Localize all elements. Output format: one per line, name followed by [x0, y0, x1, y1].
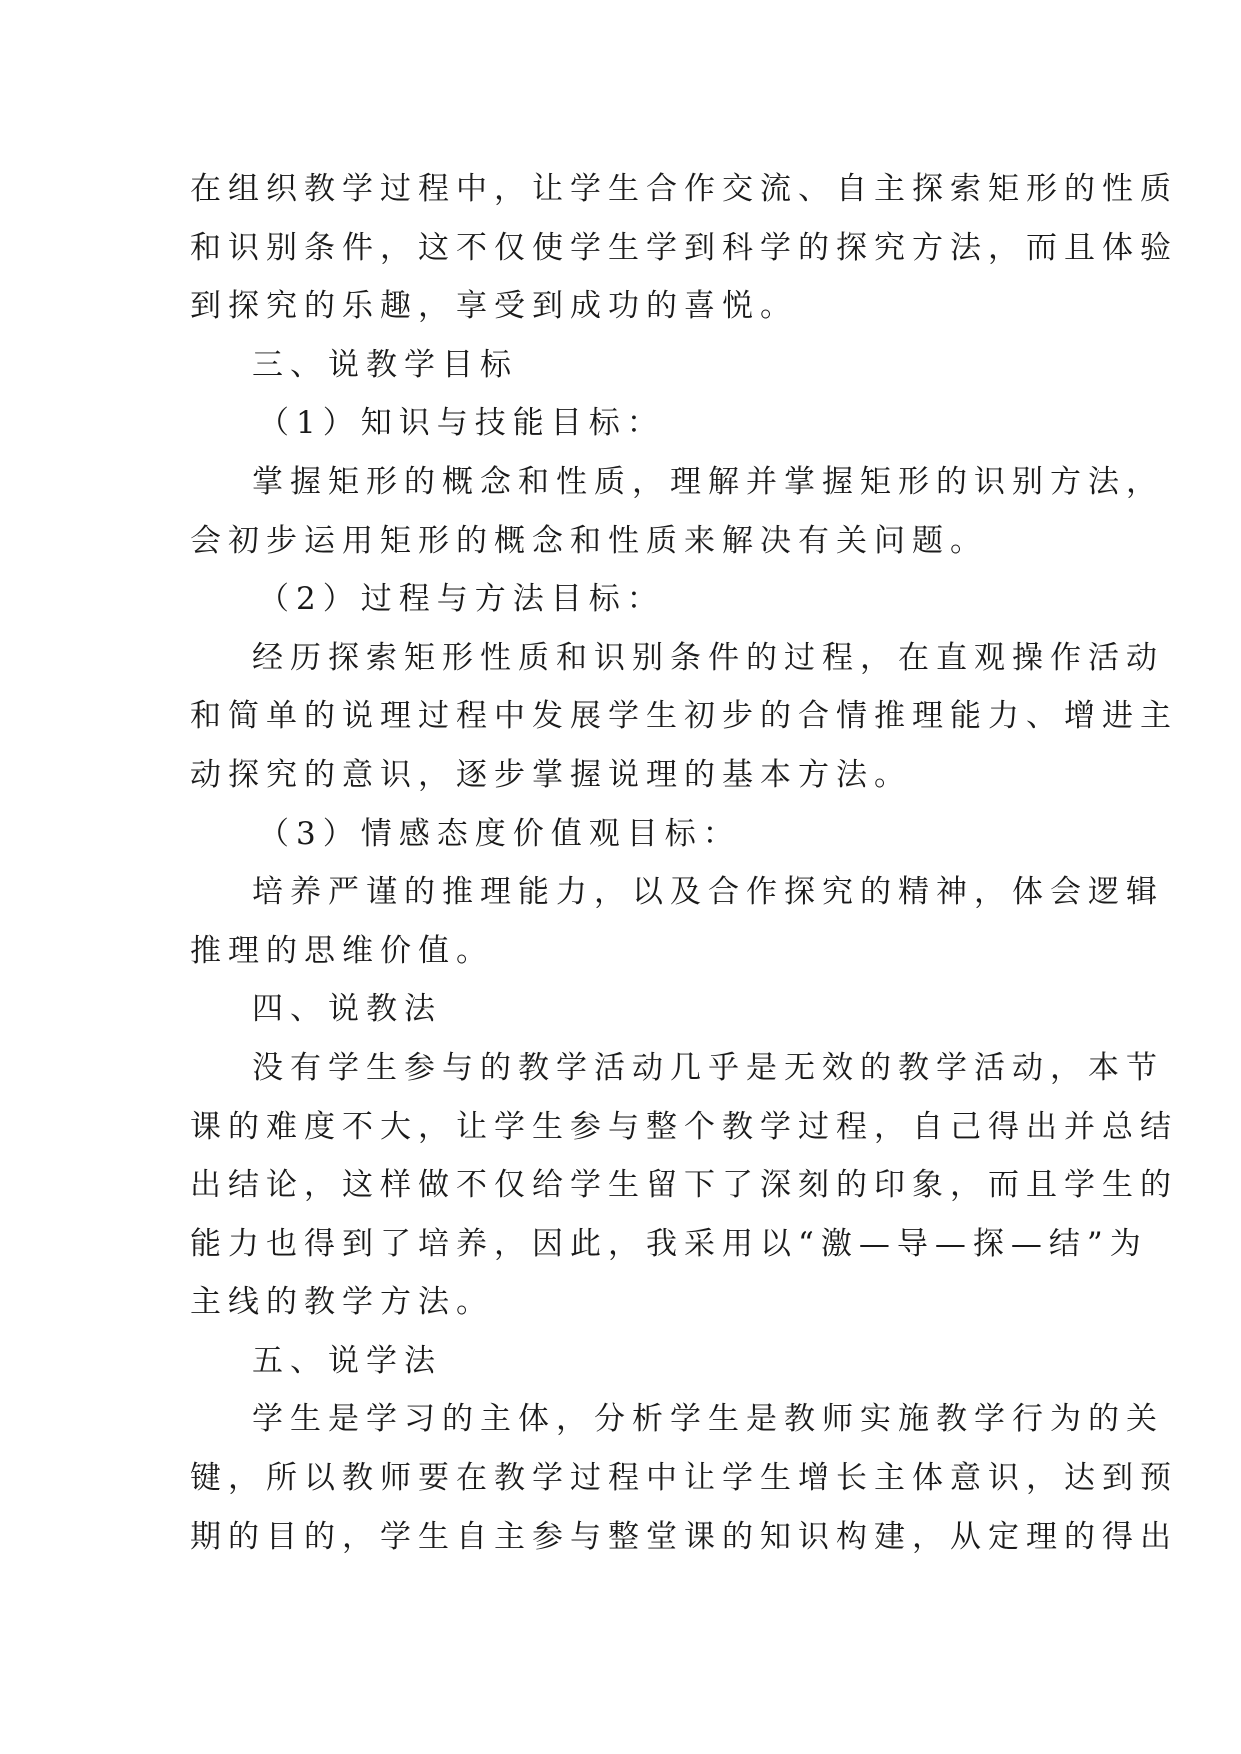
paragraph-line: 在组织教学过程中，让学生合作交流、自主探索矩形的性质: [190, 171, 1178, 207]
paragraph-line: 没有学生参与的教学活动几乎是无效的教学活动，本节: [252, 1049, 1164, 1086]
paragraph-line: 动探究的意识，逐步掌握说理的基本方法。: [190, 756, 912, 793]
section-heading-5: 五、说学法: [252, 1342, 442, 1379]
paragraph-line: 推理的思维价值。: [190, 932, 494, 969]
subheading-knowledge-skills: （1）知识与技能目标：: [258, 405, 665, 442]
paragraph-line: 主线的教学方法。: [190, 1284, 494, 1321]
paragraph-line: 学生是学习的主体，分析学生是教师实施教学行为的关: [252, 1401, 1164, 1438]
paragraph-line: 能力也得到了培养，因此，我采用以“激—导—探—结”为: [190, 1225, 1148, 1262]
subheading-process-methods: （2）过程与方法目标：: [258, 581, 665, 618]
paragraph-line: 培养严谨的推理能力，以及合作探究的精神，体会逻辑: [252, 874, 1164, 911]
paragraph-line: 会初步运用矩形的概念和性质来解决有关问题。: [190, 522, 988, 559]
body-text: [190, 160, 1178, 1566]
paragraph-line: 经历探索矩形性质和识别条件的过程，在直观操作活动: [252, 639, 1164, 676]
paragraph-line: 课的难度不大，让学生参与整个教学过程，自己得出并总结: [190, 1108, 1178, 1145]
subheading-emotion-values: （3）情感态度价值观目标：: [258, 815, 741, 852]
section-heading-3: 三、说教学目标: [252, 346, 518, 383]
paragraph-line: 键，所以教师要在教学过程中让学生增长主体意识，达到预: [190, 1460, 1178, 1497]
section-heading-4: 四、说教法: [252, 991, 442, 1028]
paragraph-line: 期的目的，学生自主参与整堂课的知识构建，从定理的得出: [190, 1518, 1178, 1555]
paragraph-line: 和简单的说理过程中发展学生初步的合情推理能力、增进主: [190, 698, 1178, 735]
paragraph-line: 和识别条件，这不仅使学生学到科学的探究方法，而且体验: [190, 229, 1178, 266]
paragraph-line: 掌握矩形的概念和性质，理解并掌握矩形的识别方法，: [252, 463, 1164, 500]
paragraph-line: 出结论，这样做不仅给学生留下了深刻的印象，而且学生的: [190, 1167, 1178, 1204]
paragraph-line: 到探究的乐趣，享受到成功的喜悦。: [190, 288, 798, 325]
